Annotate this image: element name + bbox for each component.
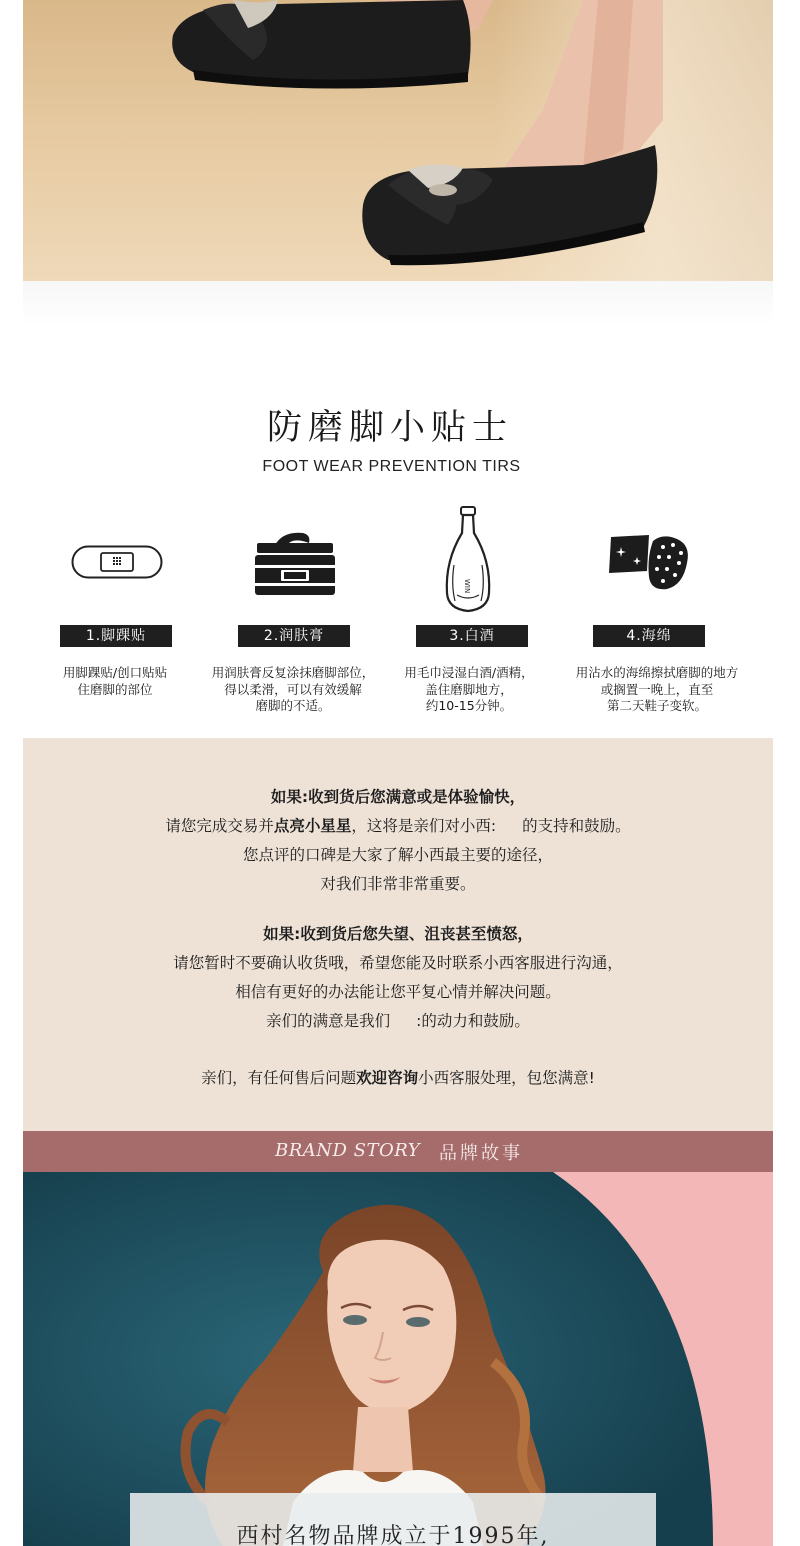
hero-product-photo [23, 0, 773, 281]
tip-label: 4.海绵 [593, 625, 705, 647]
notice-unsatisfied-line: 相信有更好的办法能让您平复心情并解决问题。 [235, 983, 561, 1001]
notice-contact-line: 亲们，有任何售后问题欢迎咨询小西客服处理，包您满意! [201, 1069, 595, 1087]
sponge-icon [567, 505, 747, 620]
brand-story-title-en: BRAND STORY [275, 1140, 421, 1161]
cream-jar-icon [213, 505, 393, 620]
tip-desc: 用毛巾浸湿白酒/酒精， 盖住磨脚地方， 约10-15分钟。 [404, 665, 534, 713]
brand-caption-text: 西村名物品牌成立于1995年, [236, 1524, 550, 1546]
tip-desc: 用沾水的海绵擦拭磨脚的地方 或搁置一晚上，直至 第二天鞋子变软。 [575, 665, 739, 713]
model-portrait-illustration [23, 1172, 773, 1546]
bandage-icon [55, 505, 235, 620]
notice-unsatisfied-heading: 如果:收到货后您失望、沮丧甚至愤怒， [263, 925, 533, 943]
svg-text:WIN: WIN [463, 579, 471, 594]
shoes-illustration [23, 0, 773, 281]
tip-label: 3.白酒 [416, 625, 528, 647]
notice-satisfied-line: 请您完成交易并点亮小星星，这将是亲们对小西: 的支持和鼓励。 [165, 817, 631, 835]
tip-label: 1.脚踝贴 [60, 625, 172, 647]
notice-satisfied-line: 对我们非常非常重要。 [320, 875, 476, 893]
after-sales-notice [23, 738, 773, 1131]
notice-unsatisfied-line: 请您暂时不要确认收货哦，希望您能及时联系小西客服进行沟通， [173, 954, 623, 972]
brand-story-title-cn: 品牌故事 [439, 1143, 523, 1164]
hero-fade [23, 281, 773, 326]
liquor-bottle-icon [389, 505, 569, 620]
tip-desc: 用润肤膏反复涂抹磨脚部位， 得以柔滑，可以有效缓解 磨脚的不适。 [211, 665, 375, 713]
tip-label: 2.润肤膏 [238, 625, 350, 647]
brand-caption-box [130, 1493, 656, 1546]
tips-subtitle: FOOT WEAR PREVENTION TIRS [262, 458, 521, 475]
tips-title: 防磨脚小贴士 [266, 408, 513, 448]
tip-desc: 用脚踝贴/创口贴贴 住磨脚的部位 [62, 665, 168, 697]
notice-satisfied-line: 您点评的口碑是大家了解小西最主要的途径， [242, 846, 553, 864]
brand-story-bar [23, 1131, 773, 1172]
brand-model-photo [23, 1172, 773, 1546]
notice-unsatisfied-line: 亲们的满意是我们 :的动力和鼓励。 [266, 1012, 530, 1030]
notice-satisfied-heading: 如果:收到货后您满意或是体验愉快， [270, 788, 526, 806]
